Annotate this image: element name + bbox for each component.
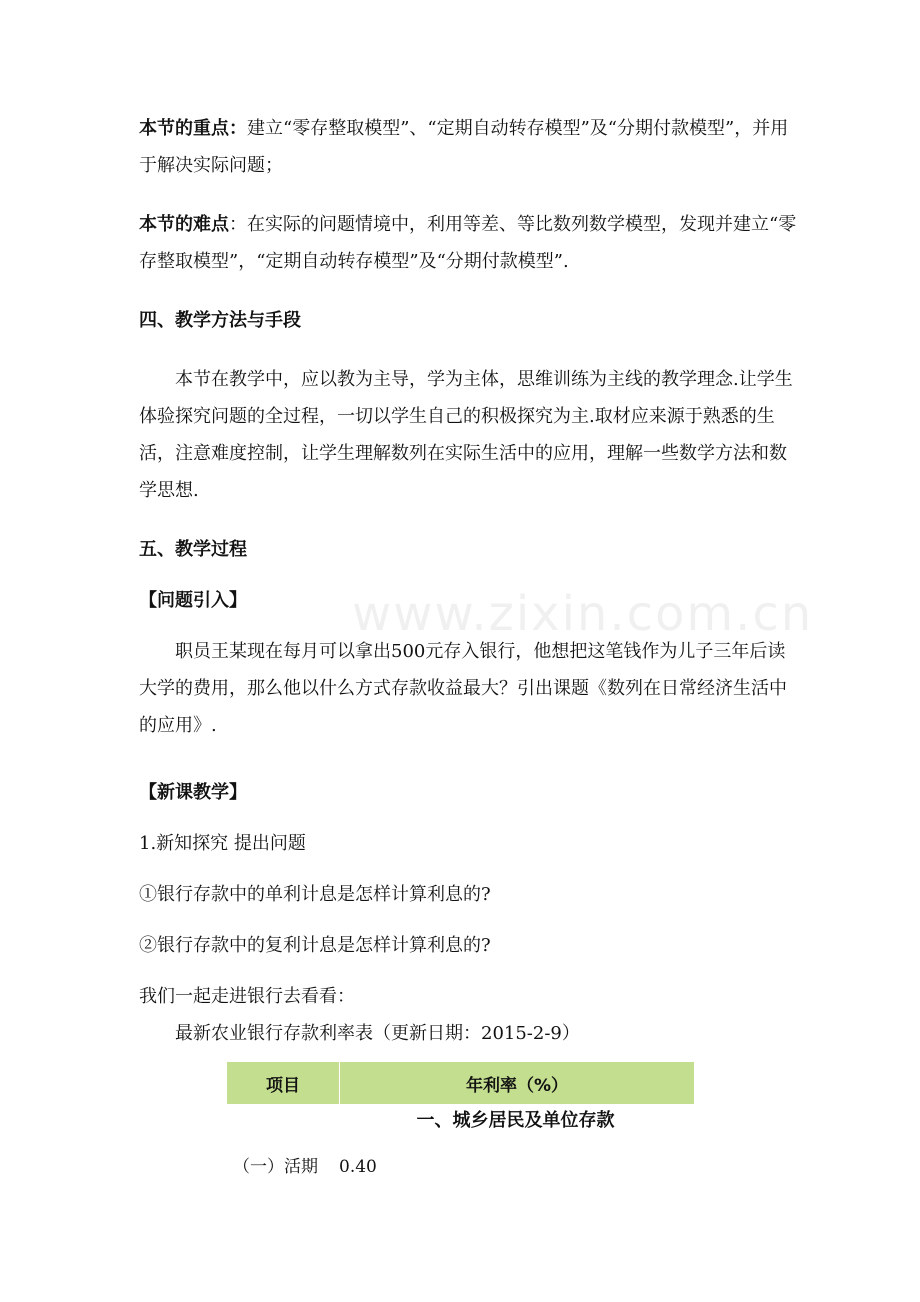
section4-heading: 四、教学方法与手段: [139, 310, 301, 331]
intro-heading: 【问题引入】: [139, 590, 247, 611]
difficulty-label: 本节的难点: [139, 214, 229, 235]
table-caption: 最新农业银行存款利率表（更新日期：2015-2-9）: [175, 1023, 580, 1044]
table-row: [227, 1150, 694, 1184]
watermark: www.zixin.com.cn: [352, 586, 814, 642]
intro-body: 职员王某现在每月可以拿出500元存入银行，他想把这笔钱作为儿子三年后读大学的费用，那么他以什么方式存款收益最大？引出课题《数列在日常经济生活中的应用》.: [139, 641, 787, 736]
question-1: ①银行存款中的单利计息是怎样计算利息的?: [139, 884, 491, 905]
keypoint-text: 建立“零存整取模型”、“定期自动转存模型”及“分期付款模型”，并用于解决实际问题；: [139, 118, 789, 176]
cell-rate: 0.40: [339, 1157, 377, 1177]
table-header-row: [227, 1062, 694, 1104]
header-rate: 年利率（%）: [340, 1062, 694, 1104]
keypoint-paragraph: [139, 110, 799, 184]
new-lesson-heading: 【新课教学】: [139, 782, 247, 803]
cell-item: （一）活期: [233, 1157, 318, 1177]
keypoint-label: 本节的重点：: [139, 118, 247, 139]
question-2: ②银行存款中的复利计息是怎样计算利息的?: [139, 935, 491, 956]
item1-text: 1.新知探究 提出问题: [139, 833, 306, 854]
interest-rate-table: [227, 1062, 694, 1184]
header-item: 项目: [227, 1062, 340, 1104]
table-section-title: 一、城乡居民及单位存款: [416, 1110, 615, 1131]
document-page: [139, 110, 799, 1184]
section5-heading: 五、教学过程: [139, 539, 247, 560]
section4-body: 本节在教学中，应以教为主导，学为主体，思维训练为主线的教学理念.让学生体验探究问题的全过程，一切以学生自己的积极探究为主.取材应来源于熟悉的生活，注意难度控制，让学生理解数列在实际生活中的应用，理解一些数学方法和数学思想.: [139, 369, 793, 501]
difficulty-paragraph: [139, 206, 799, 280]
lead-text: 我们一起走进银行去看看：: [139, 986, 355, 1007]
difficulty-text: ：在实际的问题情境中，利用等差、等比数列数学模型，发现并建立“零存整取模型”，“定期自动转存模型”及“分期付款模型”.: [139, 214, 797, 272]
